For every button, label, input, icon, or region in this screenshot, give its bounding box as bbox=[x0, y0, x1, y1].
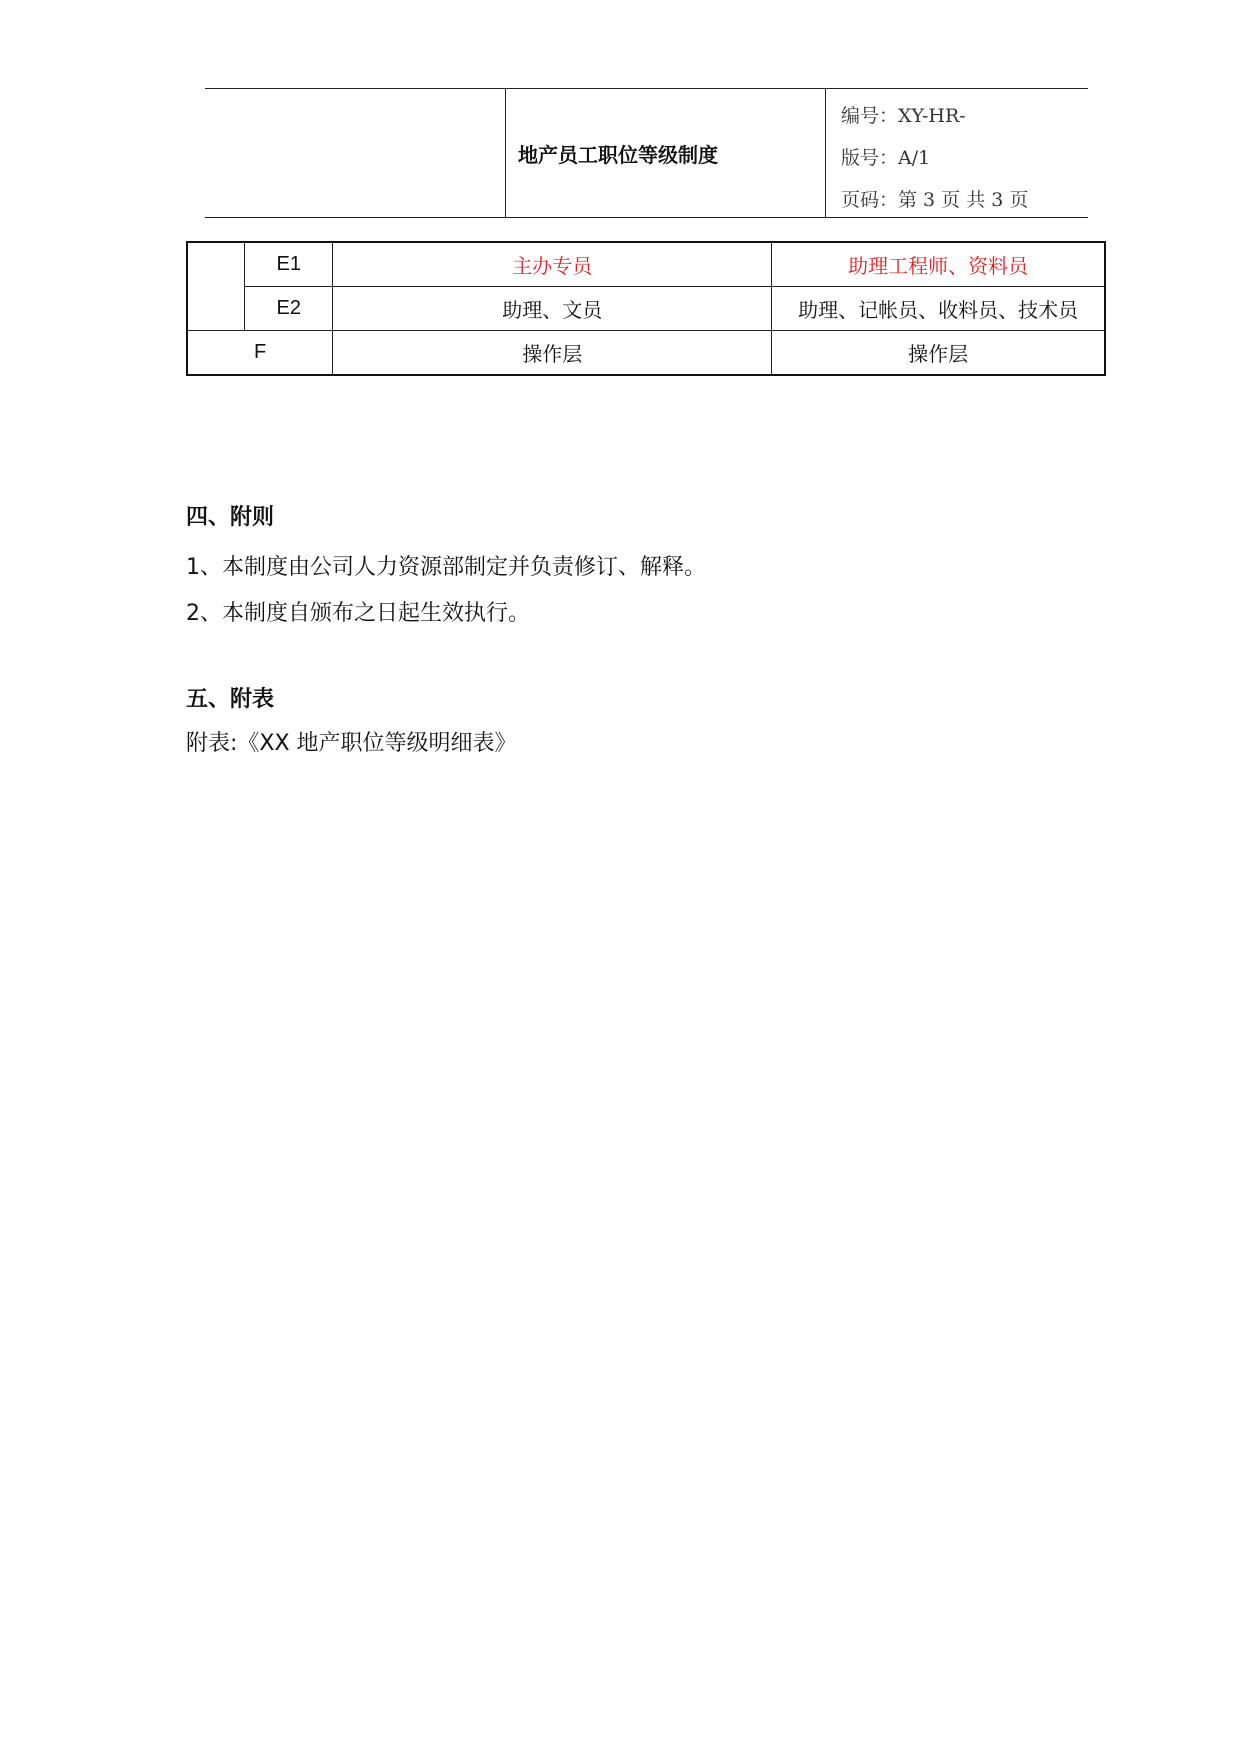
section-4-heading: 四、附则 bbox=[186, 505, 275, 530]
document-code: 编号：XY-HR- bbox=[841, 105, 966, 127]
table-row bbox=[187, 242, 1105, 287]
document-version: 版号：A/1 bbox=[841, 147, 931, 169]
position-a-cell: 主办专员 bbox=[333, 242, 772, 287]
position-a-cell: 操作层 bbox=[333, 331, 772, 376]
grade-table bbox=[186, 241, 1106, 376]
document-header bbox=[205, 88, 1088, 218]
header-logo-cell bbox=[205, 89, 506, 217]
position-b-cell: 助理工程师、资料员 bbox=[772, 242, 1105, 287]
document-page-number: 页码：第 3 页 共 3 页 bbox=[841, 189, 1029, 211]
table-row bbox=[187, 331, 1105, 376]
grade-cell: E1 bbox=[245, 242, 333, 287]
position-b-cell: 操作层 bbox=[772, 331, 1105, 376]
grade-cell: E2 bbox=[245, 287, 333, 331]
grade-cell: F bbox=[187, 331, 333, 376]
section-5-heading: 五、附表 bbox=[186, 687, 275, 712]
group-cell bbox=[187, 242, 245, 331]
table-row bbox=[187, 287, 1105, 331]
section-4-item-1: 1、本制度由公司人力资源部制定并负责修订、解释。 bbox=[186, 555, 706, 580]
header-meta bbox=[827, 89, 1087, 217]
section-5-text: 附表:《XX 地产职位等级明细表》 bbox=[186, 731, 517, 756]
position-a-cell: 助理、文员 bbox=[333, 287, 772, 331]
position-b-cell: 助理、记帐员、收料员、技术员 bbox=[772, 287, 1105, 331]
document-title: 地产员工职位等级制度 bbox=[506, 89, 826, 217]
section-4-item-2: 2、本制度自颁布之日起生效执行。 bbox=[186, 601, 530, 626]
